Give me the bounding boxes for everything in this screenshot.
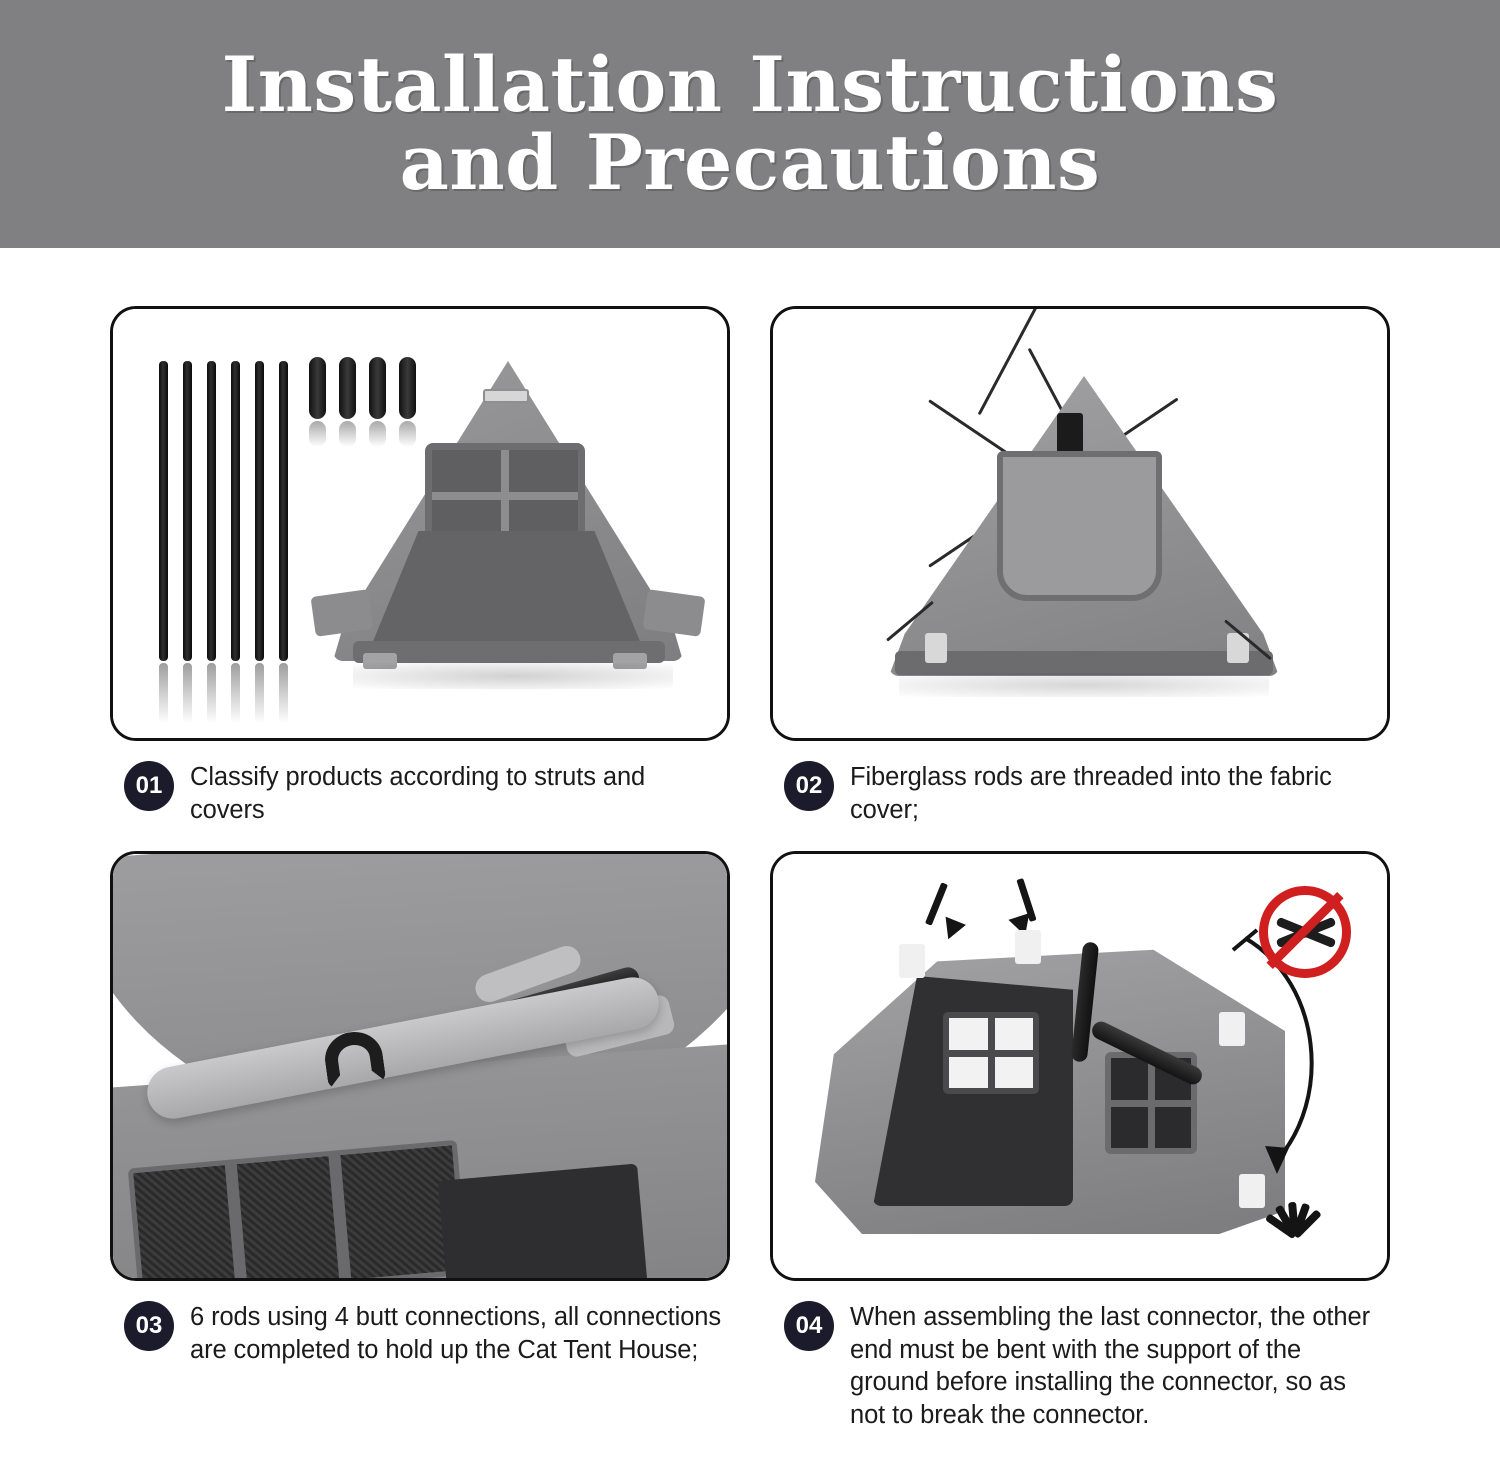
- step-number-badge: 02: [784, 761, 834, 811]
- mesh-divider: [328, 1155, 351, 1278]
- tent-flap-left: [310, 589, 373, 637]
- rod-reflection: [207, 663, 216, 723]
- tent-flap-right: [642, 589, 705, 637]
- page-title-line2: and Precautions: [399, 118, 1101, 207]
- tent-window-front: [943, 1012, 1039, 1094]
- rod-icon: [231, 361, 240, 661]
- step-04-image: [770, 851, 1390, 1281]
- page-title: [221, 40, 1279, 207]
- step-text: Classify products according to struts and covers: [190, 763, 646, 824]
- page-header: [0, 0, 1500, 248]
- step-01-illustration: [113, 309, 727, 738]
- step-04-caption: [770, 1281, 1390, 1432]
- tent-side-tab: [925, 633, 947, 663]
- tent-shadow: [899, 673, 1269, 697]
- impact-burst-icon: [1251, 1184, 1341, 1254]
- rod-reflection: [279, 663, 288, 723]
- tent-tab: [899, 944, 925, 978]
- tent-with-rods: [869, 351, 1299, 696]
- tent-cover-flat: [313, 361, 703, 681]
- step-01-caption: [110, 741, 730, 837]
- step-03-illustration: [113, 854, 727, 1278]
- tent-shadow: [353, 663, 673, 689]
- rod-icon: [279, 361, 288, 661]
- rod-icon: [255, 361, 264, 661]
- step-text: Fiberglass rods are threaded into the fabric cover;: [850, 763, 1332, 824]
- tent-front-pocket: [997, 451, 1162, 601]
- rod-reflection: [159, 663, 168, 723]
- step-02: [770, 306, 1390, 837]
- step-number-badge: 03: [124, 1301, 174, 1351]
- step-number-badge: 01: [124, 761, 174, 811]
- rod-reflection: [231, 663, 240, 723]
- steps-grid: [0, 248, 1500, 1432]
- page-title-line1: Installation Instructions: [221, 40, 1279, 130]
- mesh-divider: [225, 1164, 248, 1278]
- step-01: [110, 306, 730, 837]
- tent-base-strip: [895, 651, 1273, 675]
- step-04: [770, 851, 1390, 1432]
- rod-icon: [183, 361, 192, 661]
- rod-reflection: [255, 663, 264, 723]
- rod-reflection: [183, 663, 192, 723]
- step-03-caption: [110, 1281, 730, 1377]
- tent-tab: [1015, 930, 1041, 964]
- rod-threaded-icon: [978, 306, 1051, 415]
- step-02-illustration: [773, 309, 1387, 738]
- rod-icon: [207, 361, 216, 661]
- rod-icon: [159, 361, 168, 661]
- dark-fabric-panel: [438, 1164, 649, 1278]
- step-text: When assembling the last connector, the other end must be bent with the support of the ground before installing the connector, so as not to break the connector.: [850, 1303, 1370, 1429]
- step-02-image: [770, 306, 1390, 741]
- tent-top-opening: [1057, 413, 1083, 455]
- step-03: [110, 851, 730, 1432]
- step-02-caption: [770, 741, 1390, 837]
- step-text: 6 rods using 4 butt connections, all connections are completed to hold up the Cat Tent House;: [190, 1303, 722, 1364]
- step-01-image: [110, 306, 730, 741]
- step-number-badge: 04: [784, 1301, 834, 1351]
- step-03-image: [110, 851, 730, 1281]
- no-entry-icon: [1259, 886, 1351, 978]
- tent-top-tab: [483, 389, 529, 403]
- step-04-illustration: [773, 854, 1387, 1278]
